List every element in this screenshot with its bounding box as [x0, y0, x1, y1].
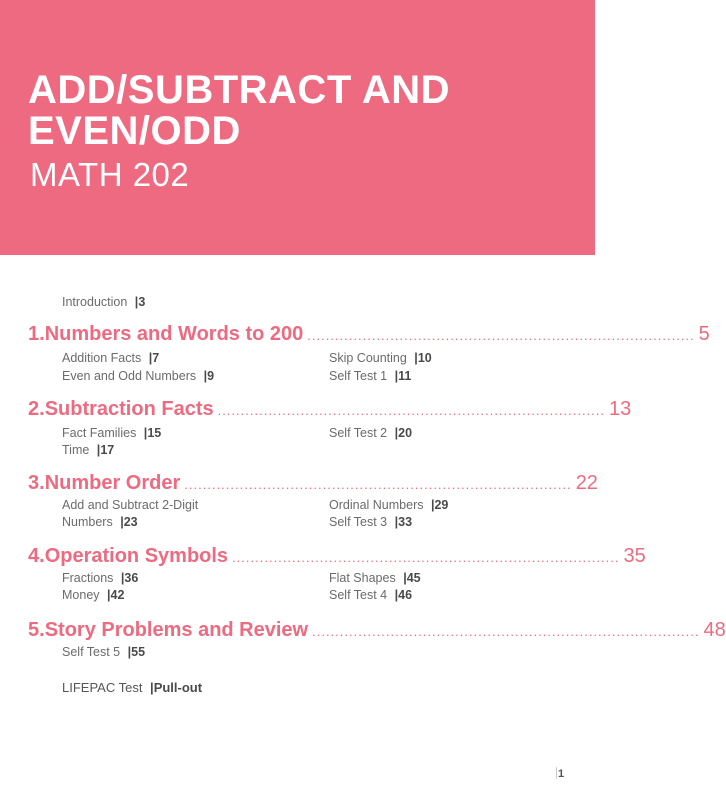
- toc-entry: Fractions |36: [62, 571, 139, 585]
- toc-entry: Money |42: [62, 588, 125, 602]
- page-title: [28, 70, 450, 152]
- leader-dots: ....................................................................................: [307, 328, 695, 343]
- unit-4-heading: [28, 545, 646, 571]
- unit-title: Numbers and Words to 200: [44, 323, 304, 345]
- toc-entry: Self Test 4 |46: [329, 588, 413, 602]
- title-line-2: EVEN/ODD: [28, 109, 241, 153]
- title-line-1: ADD/SUBTRACT AND: [28, 68, 451, 112]
- toc-entry: Ordinal Numbers |29: [329, 498, 449, 512]
- toc-entry: Self Test 2 |20: [329, 426, 413, 440]
- toc-entry: Add and Subtract 2-Digit: [62, 498, 199, 512]
- course-code: MATH 202: [30, 156, 190, 193]
- header-banner: [0, 0, 595, 255]
- page-number: 1: [558, 768, 565, 780]
- unit-number: 1.: [28, 323, 45, 345]
- unit-number: 5.: [28, 619, 45, 641]
- intro-label: Introduction: [62, 295, 128, 309]
- toc-entry: Self Test 3 |33: [329, 515, 413, 529]
- toc-entry: Skip Counting |10: [329, 351, 432, 365]
- intro-page: 3: [138, 295, 146, 309]
- toc-entry: Time |17: [62, 443, 115, 457]
- unit-title: Operation Symbols: [44, 545, 229, 567]
- unit-page: 22: [575, 472, 598, 494]
- unit-3-heading: [28, 472, 598, 498]
- intro-entry: Introduction |3: [62, 295, 146, 309]
- lifepac-test-entry: LIFEPAC Test |Pull-out: [62, 680, 203, 695]
- toc-entry: Flat Shapes |45: [329, 571, 421, 585]
- unit-page: 35: [623, 545, 646, 567]
- unit-page: 5: [698, 323, 710, 345]
- unit-page: 48: [703, 619, 726, 641]
- test-page: Pull-out: [153, 680, 203, 695]
- toc-entry: Numbers |23: [62, 515, 138, 529]
- leader-dots: ....................................................................................: [184, 477, 572, 492]
- leader-dots: ....................................................................................: [217, 403, 606, 418]
- unit-2-heading: [28, 398, 632, 424]
- unit-5-heading: [28, 619, 726, 645]
- unit-title: Story Problems and Review: [44, 619, 309, 641]
- toc-entry: Addition Facts |7: [62, 351, 160, 365]
- leader-dots: ....................................................................................: [312, 624, 700, 639]
- unit-page: 13: [609, 398, 632, 420]
- unit-number: 3.: [28, 472, 45, 494]
- unit-1-heading: [28, 323, 710, 349]
- unit-title: Number Order: [44, 472, 181, 494]
- toc-entry: Self Test 1 |11: [329, 369, 412, 383]
- leader-dots: ....................................................................................: [232, 550, 620, 565]
- unit-number: 2.: [28, 398, 45, 420]
- toc-entry: Even and Odd Numbers |9: [62, 369, 215, 383]
- unit-number: 4.: [28, 545, 45, 567]
- test-label: LIFEPAC Test: [62, 680, 143, 695]
- footer-divider: [556, 767, 557, 779]
- toc-entry: Self Test 5 |55: [62, 645, 146, 659]
- unit-title: Subtraction Facts: [44, 398, 214, 420]
- toc-entry: Fact Families |15: [62, 426, 162, 440]
